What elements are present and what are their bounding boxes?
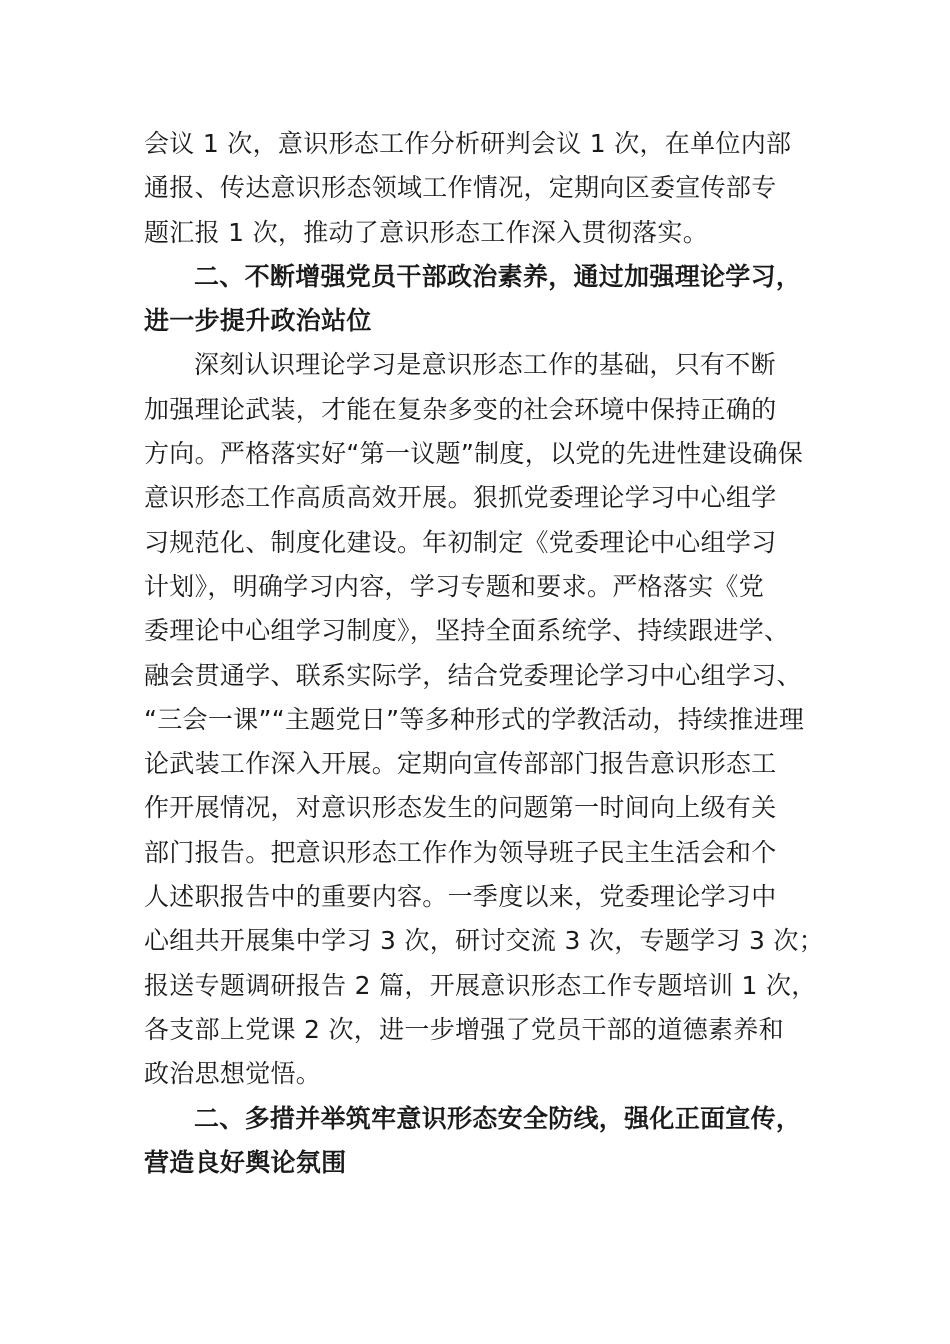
- text-line: 方向。严格落实好“第一议题”制度，以党的先进性建设确保: [144, 439, 804, 469]
- text-line: 政治思想觉悟。: [144, 1059, 322, 1089]
- text-line: 题汇报 1 次，推动了意识形态工作深入贯彻落实。: [144, 217, 709, 247]
- text-line: 心组共开展集中学习 3 次，研讨交流 3 次，专题学习 3 次；: [144, 926, 824, 956]
- heading-line: 营造良好舆论氛围: [144, 1147, 347, 1177]
- text-line: “三会一课”“主题党日”等多种形式的学教活动，持续推进理: [144, 704, 805, 734]
- text-line: 加强理论武装，才能在复杂多变的社会环境中保持正确的: [144, 394, 777, 424]
- text-line: 部门报告。把意识形态工作作为领导班子民主生活会和个: [144, 837, 777, 867]
- text-line: 论武装工作深入开展。定期向宣传部部门报告意识形态工: [144, 749, 777, 779]
- text-line: 意识形态工作高质高效开展。狠抓党委理论学习中心组学: [144, 483, 777, 513]
- heading-line: 二、不断增强党员干部政治素养，通过加强理论学习，: [194, 261, 802, 291]
- text-line: 习规范化、制度化建设。年初制定《党委理论中心组学习: [144, 527, 777, 557]
- text-line: 计划》，明确学习内容，学习专题和要求。严格落实《党: [144, 571, 765, 601]
- text-line: 深刻认识理论学习是意识形态工作的基础，只有不断: [194, 350, 776, 380]
- section-two-heading: [144, 255, 814, 344]
- section-two-paragraph: [144, 343, 824, 1096]
- text-line: 人述职报告中的重要内容。一季度以来，党委理论学习中: [144, 882, 777, 912]
- text-line: 委理论中心组学习制度》，坚持全面系统学、持续跟进学、: [144, 616, 790, 646]
- text-line: 报送专题调研报告 2 篇，开展意识形态工作专题培训 1 次，: [144, 970, 817, 1000]
- text-line: 会议 1 次，意识形态工作分析研判会议 1 次，在单位内部: [144, 129, 792, 158]
- text-line: 作开展情况，对意识形态发生的问题第一时间向上级有关: [144, 793, 777, 823]
- document-body: [144, 122, 824, 1185]
- intro-paragraph: [144, 122, 814, 255]
- text-line: 通报、传达意识形态领域工作情况，定期向区委宣传部专: [144, 173, 777, 203]
- text-line: 各支部上党课 2 次，进一步增强了党员干部的道德素养和: [144, 1014, 784, 1044]
- section-three-heading: [144, 1097, 814, 1186]
- heading-line: 二、多措并举筑牢意识形态安全防线，强化正面宣传，: [194, 1103, 802, 1133]
- heading-line: 进一步提升政治站位: [144, 306, 372, 336]
- text-line: 融会贯通学、联系实际学，结合党委理论学习中心组学习、: [144, 660, 802, 690]
